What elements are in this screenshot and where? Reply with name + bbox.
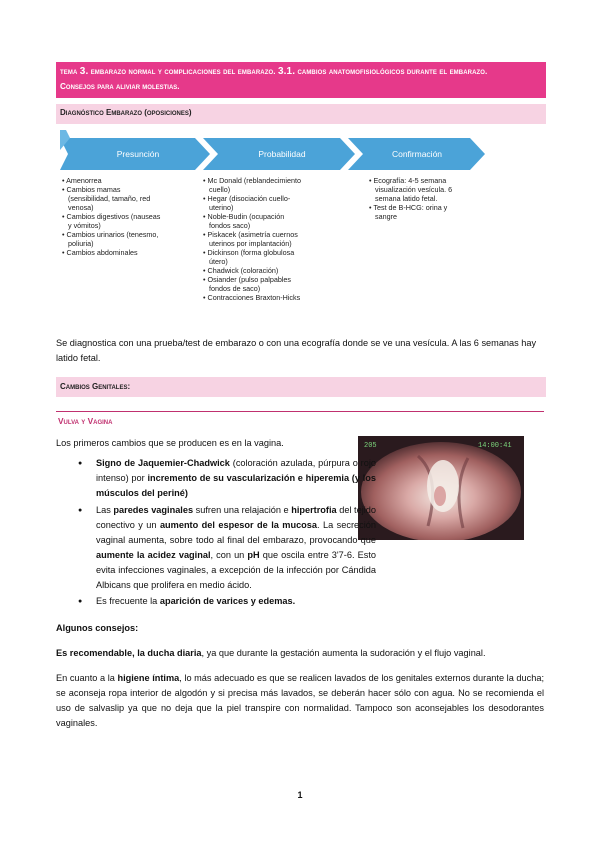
- document-subtitle: Consejos para aliviar molestias.: [60, 82, 180, 91]
- subheading-vulva-vagina: Vulva y Vagina: [58, 416, 113, 426]
- stage-label-presuncion: Presunción: [116, 149, 160, 159]
- consejo-text: , ya que durante la gestación aumenta la sudoración y el flujo vaginal.: [201, 648, 486, 658]
- consejos-title: Algunos consejos:: [56, 623, 139, 633]
- bullet-text: Es frecuente la: [96, 596, 160, 606]
- title-main: embarazo normal y complicaciones del embarazo.: [88, 67, 278, 76]
- consejo-text: En cuanto a la: [56, 673, 118, 683]
- bullet-strong: incremento de su vascularización e hiperemia (y los músculos del periné): [96, 473, 376, 498]
- bullet-text: . La secreción vaginal aumenta, sobre todo al final del embarazo, provocando que: [96, 520, 376, 545]
- intro-text: Los primeros cambios que se producen es en la vagina.: [56, 438, 284, 448]
- list-item: • Hegar (disociación cuello-: [203, 194, 291, 203]
- list-item: visualización vesícula. 6: [375, 185, 453, 194]
- stage-label-confirmacion: Confirmación: [391, 149, 443, 159]
- list-item: • Cambios abdominales: [62, 248, 138, 257]
- bullet-text: que oscila entre 3'7-6. Esto evita infecciones vaginales, a excepción de la infección por Cándida Albicans que prolifera en medio ácido.: [96, 550, 376, 590]
- list-item: poliuria): [68, 239, 94, 248]
- list-item: uterino): [209, 203, 234, 212]
- bullet-text: (coloración azulada, púrpura o rojo intenso) por: [96, 458, 376, 483]
- bullet-text: Las: [96, 505, 114, 515]
- list-item: • Cambios mamas: [62, 185, 121, 194]
- vaginal-photo: [358, 436, 524, 540]
- bullet-strong: hipertrofia: [291, 505, 337, 515]
- list-item: • Piskacek (asimetría cuernos: [203, 230, 298, 239]
- bullets-wide: [76, 594, 536, 609]
- list-item: cuello): [209, 185, 231, 194]
- list-item: fondos de saco): [209, 284, 261, 293]
- title-prefix: tema: [60, 67, 78, 76]
- diagram-list-probabilidad: [203, 176, 301, 302]
- bullet-text: , con un: [210, 550, 248, 560]
- photo-overlay-left: 205: [364, 442, 377, 450]
- list-item: • Chadwick (coloración): [203, 266, 279, 275]
- section-label-diagnostico: Diagnóstico Embarazo (oposiciones): [60, 108, 192, 117]
- list-item: venosa): [68, 203, 94, 212]
- bullet-strong: aumento del espesor de la mucosa: [159, 520, 318, 530]
- consejo-ducha: [56, 646, 544, 661]
- bullet-jaquemier: [76, 456, 376, 501]
- title-number: 3.: [79, 66, 89, 77]
- consejo-strong: Es recomendable, la ducha diaria: [56, 648, 202, 658]
- bullet-strong: aumente la acidez vaginal: [96, 550, 211, 560]
- section-label-cambios: Cambios Genitales:: [60, 382, 131, 391]
- list-item: • Dickinson (forma globulosa: [203, 248, 295, 257]
- list-item: semana latido fetal.: [375, 194, 438, 203]
- photo-overlay-right: 14:00:41: [478, 442, 512, 450]
- list-item: fondos saco): [209, 221, 251, 230]
- list-item: • Test de B-HCG: orina y: [369, 203, 448, 212]
- document-title: [60, 66, 540, 77]
- bullet-strong: pH: [247, 550, 260, 560]
- bullet-strong: paredes vaginales: [113, 505, 194, 515]
- list-item: • Contracciones Braxton-Hicks: [203, 293, 301, 302]
- bullets-narrow: [76, 456, 376, 593]
- list-item: • Amenorrea: [62, 176, 102, 185]
- bullet-strong: Signo de Jaquemier-Chadwick: [96, 458, 230, 468]
- diagram-list-presuncion: [62, 176, 160, 257]
- list-item: • Noble-Budin (ocupación: [203, 212, 285, 221]
- list-item: • Mc Donald (reblandecimiento: [203, 176, 301, 185]
- section-divider: [56, 411, 544, 412]
- list-item: uterinos por implantación): [209, 239, 292, 248]
- consejo-text: , lo más adecuado es que se realicen lavados de los genitales externos durante la ducha; se aconseja ropa interior de algodón y si precisa más lavados, se deberán hacer sólo con agua. No se recomienda el uso de salvaslip ya que no deja que la piel transpire con normalidad. Tampoco son aconsejables los desodorantes vaginales.: [56, 673, 544, 728]
- diagnosis-paragraph: Se diagnostica con una prueba/test de embarazo o con una ecografía donde se ve una vesícula. A las 6 semanas hay latido fetal.: [56, 338, 537, 363]
- title-subnumber: 3.1.: [278, 66, 296, 77]
- list-item: • Cambios digestivos (nauseas: [62, 212, 161, 221]
- bullet-varices: [76, 594, 536, 609]
- consejo-higiene: [56, 671, 544, 731]
- list-item: útero): [209, 257, 228, 266]
- bullet-text: sufren una relajación e: [193, 505, 292, 515]
- list-item: • Osiander (pulso palpables: [203, 275, 292, 284]
- list-item: (sensibilidad, tamaño, red: [68, 194, 151, 203]
- bullet-paredes: [76, 503, 376, 593]
- list-item: • Cambios urinarios (tenesmo,: [62, 230, 159, 239]
- title-rest: cambios anatomofisiológicos durante el embarazo.: [295, 67, 488, 76]
- diagram-list-confirmacion: [369, 176, 452, 221]
- list-item: sangre: [375, 212, 397, 221]
- page-number: 1: [297, 790, 303, 800]
- bullet-strong: aparición de varices y edemas.: [159, 596, 296, 606]
- stage-label-probabilidad: Probabilidad: [258, 149, 306, 159]
- list-item: y vómitos): [68, 221, 101, 230]
- list-item: • Ecografía: 4-5 semana: [369, 176, 447, 185]
- bullet-text: del tejido conectivo y un: [96, 505, 376, 530]
- consejo-strong: higiene íntima: [117, 673, 180, 683]
